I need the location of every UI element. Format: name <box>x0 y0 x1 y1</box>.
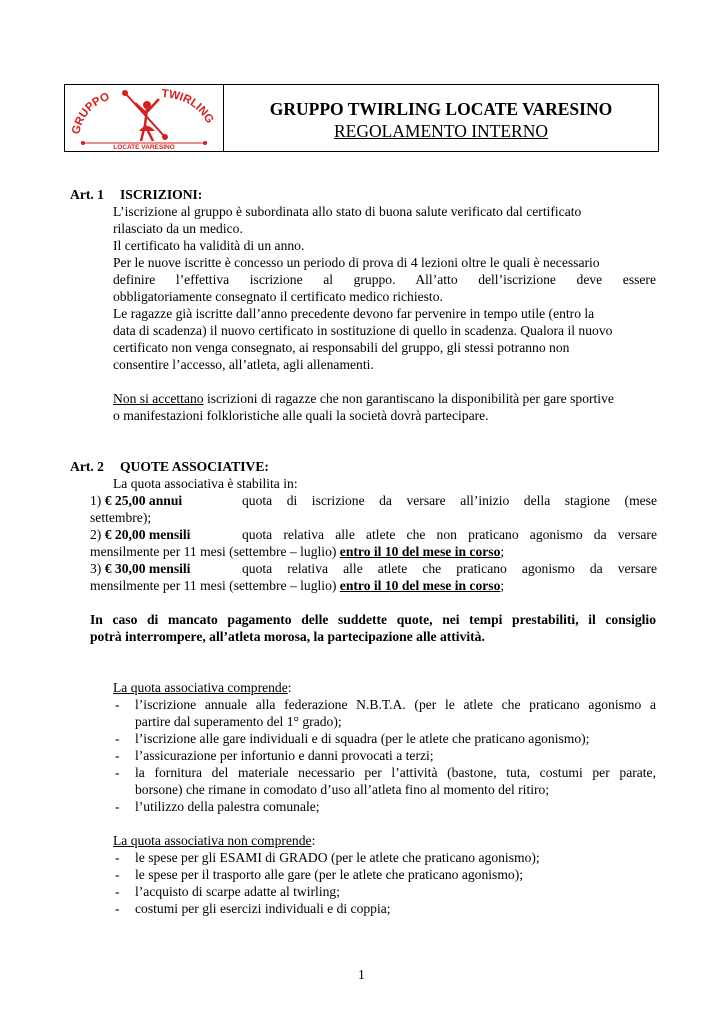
fee-deadline: entro il 10 del mese in corso <box>339 578 501 593</box>
art1-heading <box>70 186 202 203</box>
includes-item: l’iscrizione annuale alla federazione N.B.T.A. (per le atlete che praticano agonismo a <box>135 697 656 712</box>
fee-item-number: 2) <box>90 527 102 542</box>
includes-item: la fornitura del materiale necessario per l’attività (bastone, tuta, costumi per parate, <box>135 765 656 780</box>
fee-item-amount: € 20,00 mensili <box>104 527 191 542</box>
fee-item-tail: ; <box>500 578 505 593</box>
art1-line: Le ragazze già iscritte dall’anno precedente devono far pervenire in tempo utile (entro la <box>113 306 595 321</box>
art1-note-rest: iscrizioni di ragazze che non garantiscano la disponibilità per gare sportive <box>203 391 614 406</box>
includes-heading <box>113 679 292 696</box>
header-box <box>64 84 659 152</box>
list-dash: - <box>115 901 120 916</box>
svg-text:GRUPPO: GRUPPO <box>70 90 112 136</box>
fee-deadline: entro il 10 del mese in corso <box>339 544 501 559</box>
art1-line: obbligatoriamente consegnato il certificato medico richiesto. <box>113 289 443 304</box>
document-title: GRUPPO TWIRLING LOCATE VARESINO <box>269 99 613 119</box>
fee-item-cont-text: mensilmente per 11 mesi (settembre – luglio) <box>90 578 340 593</box>
fee-item-text: quota di iscrizione da versare all’inizio della stagione (mese <box>242 493 657 508</box>
list-dash: - <box>115 850 120 865</box>
includes-item-cont: borsone) che rimane in comodato d’uso all’atleta fino al momento del ritiro; <box>135 782 550 797</box>
excludes-heading-text: La quota associativa non comprende <box>113 833 312 848</box>
art1-line: rilasciato da un medico. <box>113 221 243 236</box>
list-dash: - <box>115 867 120 882</box>
includes-item: l’iscrizione alle gare individuali e di squadra (per le atlete che praticano agonismo); <box>135 731 590 746</box>
art2-number: Art. 2 <box>70 459 104 474</box>
list-dash: - <box>115 765 120 780</box>
list-dash: - <box>115 884 120 899</box>
excludes-item: le spese per gli ESAMI di GRADO (per le atlete che praticano agonismo); <box>135 850 540 865</box>
fee-item-text: quota relativa alle atlete che non praticano agonismo da versare <box>242 527 657 542</box>
page-number: 1 <box>358 967 365 982</box>
fee-item-cont <box>90 543 504 560</box>
fee-item-cont-text: mensilmente per 11 mesi (settembre – luglio) <box>90 544 340 559</box>
fee-item-tail: ; <box>500 544 505 559</box>
excludes-item: l’acquisto di scarpe adatte al twirling; <box>135 884 340 899</box>
art1-note <box>113 390 614 407</box>
list-dash: - <box>115 748 120 763</box>
art1-line: data di scadenza) il nuovo certificato in sostituzione di quello in scadenza. Qualora il nuovo <box>113 323 613 338</box>
fee-item <box>90 526 190 543</box>
fee-item-cont <box>90 577 504 594</box>
payment-warning-line1: In caso di mancato pagamento delle suddette quote, nei tempi prestabiliti, il consiglio <box>90 612 656 627</box>
fee-item-number: 3) <box>90 561 102 576</box>
fee-item-text: quota relativa alle atlete che praticano agonismo da versare <box>242 561 657 576</box>
fee-item <box>90 560 190 577</box>
includes-heading-colon: : <box>287 680 292 695</box>
art1-number: Art. 1 <box>70 187 104 202</box>
header-titles <box>224 85 658 151</box>
art2-title: QUOTE ASSOCIATIVE: <box>119 459 269 474</box>
fee-item-amount: € 25,00 annui <box>104 493 183 508</box>
excludes-item: le spese per il trasporto alle gare (per le atlete che praticano agonismo); <box>135 867 524 882</box>
list-dash: - <box>115 731 120 746</box>
art2-heading <box>70 458 269 475</box>
svg-text:LOCATE VARESINO: LOCATE VARESINO <box>113 144 175 151</box>
fee-item-cont: settembre); <box>90 510 152 525</box>
art1-line: consentire l’accesso, all’atleta, agli allenamenti. <box>113 357 374 372</box>
document-subtitle: REGOLAMENTO INTERNO <box>333 121 549 141</box>
svg-text:TWIRLING: TWIRLING <box>160 87 216 126</box>
art1-line: certificato non venga consegnato, ai responsabili del gruppo, gli stessi potranno non <box>113 340 570 355</box>
excludes-heading-colon: : <box>311 833 316 848</box>
excludes-heading <box>113 832 315 849</box>
payment-warning-line2: potrà interrompere, all’atleta morosa, la partecipazione alle attività. <box>90 629 485 644</box>
art1-note-line2: o manifestazioni folkloristiche alle quali la società dovrà partecipare. <box>113 408 489 423</box>
art1-line: Il certificato ha validità di un anno. <box>113 238 305 253</box>
list-dash: - <box>115 697 120 712</box>
art1-line: Per le nuove iscritte è concesso un periodo di prova di 4 lezioni oltre le quali è necessario <box>113 255 600 270</box>
art1-line: L’iscrizione al gruppo è subordinata allo stato di buona salute verificato dal certificato <box>113 204 582 219</box>
art1-note-underlined: Non si accettano <box>113 391 204 406</box>
art2-intro: La quota associativa è stabilita in: <box>113 476 298 491</box>
logo <box>65 85 224 151</box>
art1-line: definire l’effettiva iscrizione al gruppo. All’atto dell’iscrizione deve essere <box>113 272 656 287</box>
includes-heading-text: La quota associativa comprende <box>113 680 288 695</box>
excludes-item: costumi per gli esercizi individuali e di coppia; <box>135 901 391 916</box>
fee-item <box>90 492 182 509</box>
twirling-logo-icon <box>65 85 223 151</box>
includes-item: l’utilizzo della palestra comunale; <box>135 799 320 814</box>
art1-title: ISCRIZIONI: <box>119 187 203 202</box>
fee-item-amount: € 30,00 mensili <box>104 561 191 576</box>
includes-item-cont: partire dal superamento del 1° grado); <box>135 714 342 729</box>
fee-item-number: 1) <box>90 493 102 508</box>
list-dash: - <box>115 799 120 814</box>
includes-item: l’assicurazione per infortunio e danni provocati a terzi; <box>135 748 434 763</box>
